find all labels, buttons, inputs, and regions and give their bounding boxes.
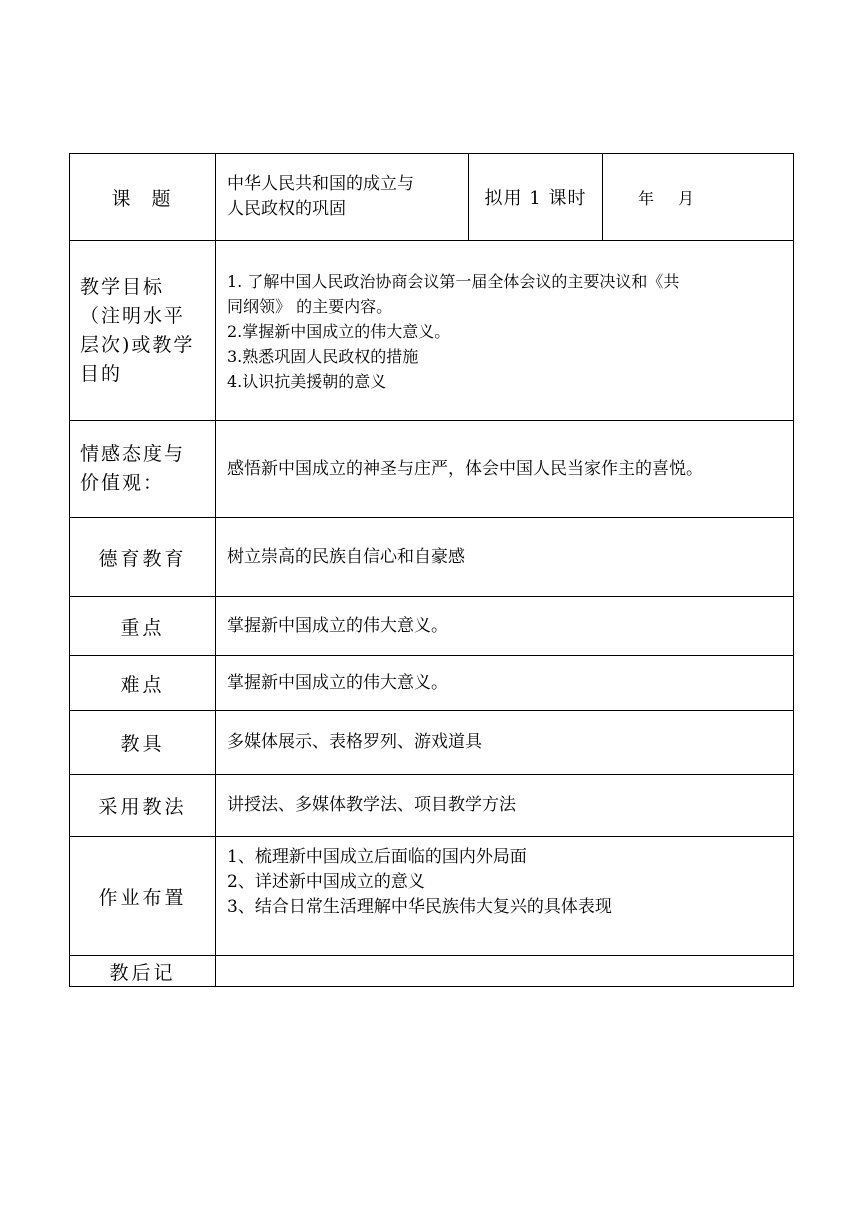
- tools-content: 多媒体展示、表格罗列、游戏道具: [216, 711, 794, 775]
- homework-row: [70, 837, 794, 956]
- topic-title: [216, 154, 469, 241]
- topic-label: 课 题: [70, 154, 216, 241]
- values-label: [70, 421, 216, 518]
- year-label: 年: [638, 188, 655, 208]
- objective-item-1-line1: 1. 了解中国人民政治协商会议第一届全体会议的主要决议和《共: [227, 272, 680, 291]
- homework-label: 作业布置: [70, 837, 216, 956]
- difficulty-row: [70, 656, 794, 711]
- reflection-label: 教后记: [70, 956, 216, 987]
- key-point-content: 掌握新中国成立的伟大意义。: [216, 597, 794, 656]
- key-point-label: 重点: [70, 597, 216, 656]
- homework-item-2: 2、详述新中国成立的意义: [227, 872, 425, 892]
- difficulty-content: 掌握新中国成立的伟大意义。: [216, 656, 794, 711]
- topic-row: [70, 154, 794, 241]
- methods-row: [70, 775, 794, 837]
- objectives-label-line4: 目的: [80, 362, 123, 385]
- values-label-line1: 情感态度与: [80, 443, 186, 465]
- moral-row: [70, 518, 794, 597]
- difficulty-label: 难点: [70, 656, 216, 711]
- homework-content: [216, 837, 794, 956]
- objective-item-3: 3.熟悉巩固人民政权的措施: [227, 347, 419, 366]
- topic-title-line2: 人民政权的巩固: [227, 199, 346, 219]
- homework-item-3: 3、结合日常生活理解中华民族伟大复兴的具体表现: [227, 897, 612, 917]
- reflection-content: [216, 956, 794, 987]
- methods-content: 讲授法、多媒体教学法、项目教学方法: [216, 775, 794, 837]
- objectives-label-line3: 层次)或教学: [80, 333, 195, 356]
- objective-item-2: 2.掌握新中国成立的伟大意义。: [227, 322, 451, 341]
- methods-label: 采用教法: [70, 775, 216, 837]
- objective-item-4: 4.认识抗美援朝的意义: [227, 372, 387, 391]
- values-row: [70, 421, 794, 518]
- planned-hours: 拟用 1 课时: [469, 154, 603, 241]
- month-label: 月: [678, 188, 695, 208]
- moral-label: 德育教育: [70, 518, 216, 597]
- values-content: 感悟新中国成立的神圣与庄严，体会中国人民当家作主的喜悦。: [216, 421, 794, 518]
- objective-item-1-line2: 同纲领》 的主要内容。: [227, 297, 393, 316]
- homework-item-1: 1、梳理新中国成立后面临的国内外局面: [227, 847, 527, 867]
- reflection-row: [70, 956, 794, 987]
- moral-content: 树立崇高的民族自信心和自豪感: [216, 518, 794, 597]
- key-point-row: [70, 597, 794, 656]
- tools-row: [70, 711, 794, 775]
- date-cell: [603, 154, 794, 241]
- objectives-content: [216, 241, 794, 421]
- topic-title-line1: 中华人民共和国的成立与: [227, 174, 414, 194]
- objectives-row: [70, 241, 794, 421]
- objectives-label-line1: 教学目标: [80, 275, 165, 298]
- tools-label: 教具: [70, 711, 216, 775]
- values-label-line2: 价值观：: [80, 472, 165, 494]
- lesson-plan-table: [69, 153, 794, 987]
- objectives-label: [70, 241, 216, 421]
- objectives-label-line2: （注明水平: [80, 304, 186, 327]
